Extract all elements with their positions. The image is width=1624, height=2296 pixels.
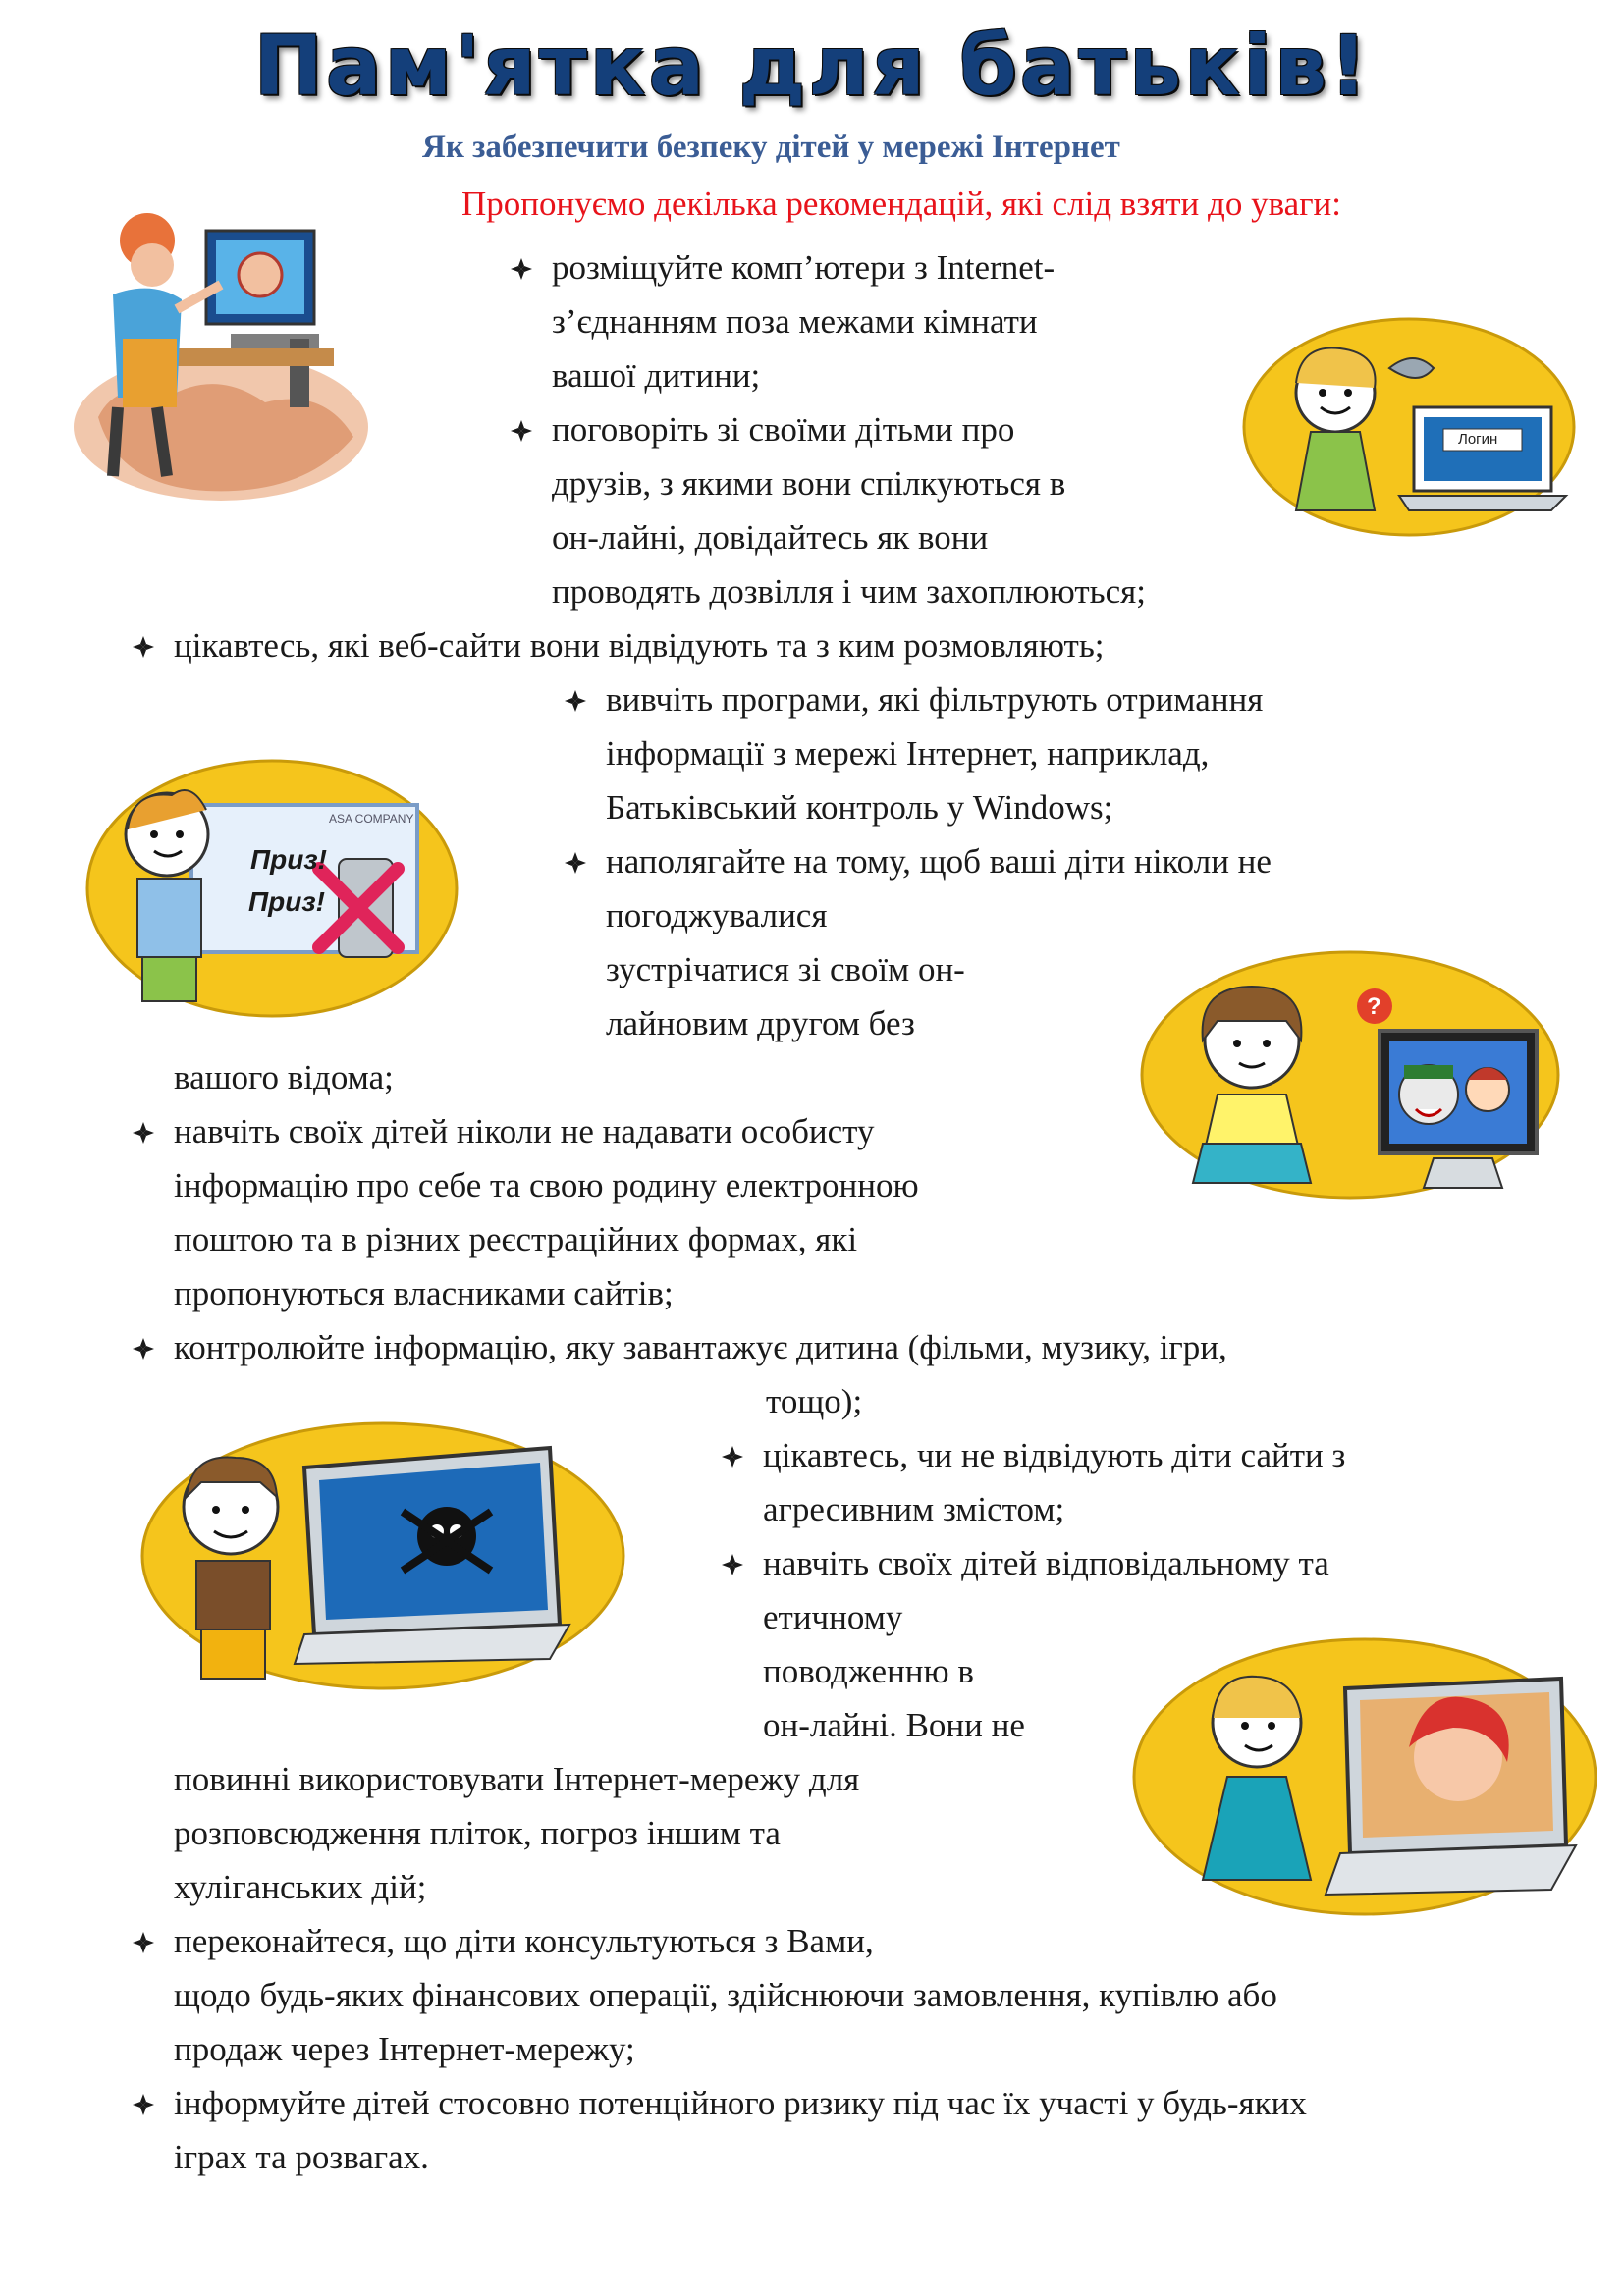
tip-item (712, 1428, 1345, 1536)
aggressive-content-illustration (137, 1414, 628, 1698)
tip-line: зустрічатися зі своїм он- (606, 950, 965, 988)
ethical-behavior-illustration (1129, 1629, 1600, 1924)
tip-line: вашої дитини; (552, 356, 761, 395)
question-mark-icon: ? (1367, 993, 1381, 1020)
tip-item (123, 618, 1105, 672)
page-title: Пам'ятка для батьків! (253, 18, 1371, 114)
tip-line: цікавтесь, чи не відвідують діти сайти з (763, 1436, 1346, 1474)
diamond-bullet-icon (133, 636, 154, 658)
tip-line: етичному (763, 1598, 903, 1636)
tip-line: он-лайні. Вони не (763, 1706, 1025, 1744)
diamond-bullet-icon (511, 420, 532, 442)
tip-line: вивчіть програми, які фільтрують отримання (606, 680, 1264, 719)
diamond-bullet-icon (565, 852, 586, 874)
tip-item (123, 1320, 1227, 1374)
tip-line: погоджувалися (606, 896, 828, 934)
tip-item (501, 402, 1146, 618)
tip-line: інформації з мережі Інтернет, наприклад, (606, 734, 1210, 773)
tip-line: щодо будь-яких фінансових операції, здійснюючи замовлення, купівлю або (174, 1976, 1277, 2014)
tip-line: он-лайні, довідайтесь як вони (552, 518, 989, 557)
tip-line: наполягайте на тому, щоб ваші діти ніколи не (606, 842, 1272, 881)
tip-line: продаж через Інтернет-мережу; (174, 2030, 635, 2068)
tip-line: Батьківський контроль у Windows; (606, 788, 1113, 827)
page-subtitle: Як забезпечити безпеку дітей у мережі Інтернет (422, 130, 1120, 165)
tip-line: інформацію про себе та свою родину електронною (174, 1166, 919, 1204)
intro-text: Пропонуємо декілька рекомендацій, які слід взяти до уваги: (461, 185, 1342, 223)
tip-line: переконайтеся, що діти консультуються з Вами, (174, 1922, 874, 1960)
tip-line: повинні використовувати Інтернет-мережу для (174, 1760, 860, 1798)
login-mask-illustration (1242, 309, 1576, 540)
diamond-bullet-icon (133, 1338, 154, 1360)
online-stranger-illustration (1139, 947, 1561, 1212)
tip-line: поштою та в різних реєстраційних формах, які (174, 1220, 858, 1258)
tip-line: розповсюдження пліток, погроз іншим та (174, 1814, 781, 1852)
tip-item (123, 1104, 919, 1320)
tip-item (555, 672, 1263, 834)
tip-line: поговоріть зі своїми дітьми про (552, 410, 1015, 449)
tip-continuation (174, 1752, 859, 1914)
tip-line: з’єднанням поза межами кімнати (552, 302, 1038, 341)
diamond-bullet-icon (511, 258, 532, 280)
diamond-bullet-icon (133, 1932, 154, 1953)
tip-line: лайновим другом без (606, 1004, 915, 1042)
tip-line: навчіть своїх дітей ніколи не надавати особисту (174, 1112, 875, 1150)
diamond-bullet-icon (722, 1446, 743, 1468)
prize-label: Приз! (248, 886, 325, 917)
tip-line: іграх та розвагах. (174, 2138, 429, 2176)
tip-line: поводженню в (763, 1652, 974, 1690)
tip-line: розміщуйте комп’ютери з Internet- (552, 248, 1056, 287)
tip-line: навчіть своїх дітей відповідальному та (763, 1544, 1329, 1582)
tip-continuation: тощо); (766, 1382, 863, 1420)
tip-line: проводять дозвілля і чим захоплюються; (552, 572, 1146, 611)
diamond-bullet-icon (133, 2094, 154, 2115)
tip-item (123, 1914, 1277, 2076)
diamond-bullet-icon (722, 1554, 743, 1575)
tip-item (123, 2076, 1307, 2184)
parent-at-computer-illustration (59, 201, 373, 506)
tip-line: агресивним змістом; (763, 1490, 1065, 1528)
company-label: ASA COMPANY (329, 812, 414, 826)
prize-scam-illustration (83, 741, 461, 1026)
tip-line: контролюйте інформацію, яку завантажує дитина (фільми, музику, ігри, (174, 1328, 1227, 1366)
prize-label: Приз! (250, 844, 327, 875)
login-label: Логин (1458, 431, 1498, 448)
tip-line: пропонуються власниками сайтів; (174, 1274, 674, 1312)
tip-line: хуліганських дій; (174, 1868, 427, 1906)
tip-line: друзів, з якими вони спілкуються в (552, 464, 1066, 503)
tip-line: інформуйте дітей стосовно потенційного ризику під час їх участі у будь-яких (174, 2084, 1307, 2122)
tip-item (501, 240, 1055, 402)
tip-line: цікавтесь, які веб-сайти вони відвідують та з ким розмовляють; (174, 626, 1105, 665)
diamond-bullet-icon (565, 690, 586, 712)
tip-continuation: вашого відома; (174, 1058, 394, 1096)
diamond-bullet-icon (133, 1122, 154, 1144)
